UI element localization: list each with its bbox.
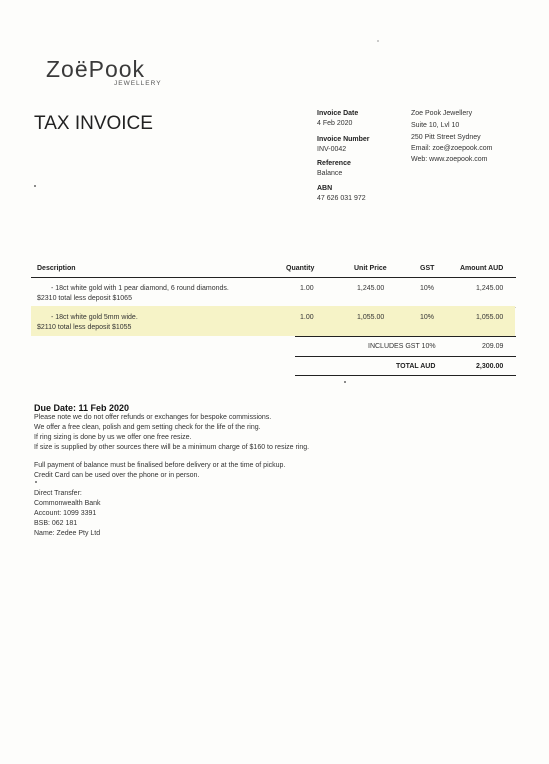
row-amount: 1,245.00 <box>476 285 504 292</box>
includes-gst-value: 209.09 <box>482 343 504 350</box>
invoice-date-label: Invoice Date <box>317 110 359 117</box>
invoice-number-label: Invoice Number <box>317 136 370 143</box>
invoice-date: 4 Feb 2020 <box>317 120 353 127</box>
bank-line: Name: Zedee Pty Ltd <box>34 530 101 537</box>
highlight-mark <box>31 306 515 336</box>
row-gst: 10% <box>420 285 435 292</box>
total-bottom-rule <box>295 375 516 376</box>
row-quantity: 1.00 <box>300 285 314 292</box>
company-logo-subtitle: JEWELLERY <box>114 80 162 87</box>
reference: Balance <box>317 170 343 177</box>
seller-address-line1: Suite 10, Lvl 10 <box>411 122 460 129</box>
row-quantity: 1.00 <box>300 314 314 321</box>
subtotal-rule <box>295 336 516 337</box>
total-value: 2,300.00 <box>476 363 504 370</box>
total-rule <box>295 356 516 357</box>
row-description: - 18ct white gold 5mm wide. <box>51 314 138 321</box>
col-header-amount: Amount AUD <box>460 265 504 272</box>
company-logo: ZoëPook <box>46 56 146 82</box>
row-description: - 18ct white gold with 1 pear diamond, 6 round diamonds. <box>51 285 229 292</box>
col-header-description: Description <box>37 265 76 272</box>
seller-name: Zoe Pook Jewellery <box>411 110 473 117</box>
seller-email: Email: zoe@zoepook.com <box>411 145 493 152</box>
row-gst: 10% <box>420 314 435 321</box>
note-line: We offer a free clean, polish and gem setting check for the life of the ring. <box>34 424 261 431</box>
bank-line: Commonwealth Bank <box>34 500 101 507</box>
seller-address-line2: 250 Pitt Street Sydney <box>411 134 481 141</box>
note-line: If size is supplied by other sources there will be a minimum charge of $160 to resize ring. <box>34 444 310 451</box>
includes-gst-label: INCLUDES GST 10% <box>368 343 436 350</box>
scan-speck <box>35 481 37 483</box>
document-title: TAX INVOICE <box>34 113 153 134</box>
col-header-quantity: Quantity <box>286 265 315 272</box>
row-unit-price: 1,245.00 <box>357 285 385 292</box>
seller-web: Web: www.zoepook.com <box>411 156 488 163</box>
note-line: Please note we do not offer refunds or exchanges for bespoke commissions. <box>34 414 272 421</box>
reference-label: Reference <box>317 160 351 167</box>
abn: 47 626 031 972 <box>317 195 366 202</box>
abn-label: ABN <box>317 185 333 192</box>
due-date: Due Date: 11 Feb 2020 <box>34 403 130 413</box>
row-amount: 1,055.00 <box>476 314 504 321</box>
col-header-gst: GST <box>420 265 435 272</box>
table-header-rule <box>31 277 516 278</box>
row-description-note: $2310 total less deposit $1065 <box>37 295 132 302</box>
bank-line: Account: 1099 3391 <box>34 510 97 517</box>
note-line: If ring sizing is done by us we offer one free resize. <box>34 434 192 441</box>
bank-line: BSB: 062 181 <box>34 520 78 527</box>
row-unit-price: 1,055.00 <box>357 314 385 321</box>
scan-speck <box>377 40 379 42</box>
row-description-note: $2110 total less deposit $1055 <box>37 324 132 331</box>
payment-note: Credit Card can be used over the phone or in person. <box>34 472 200 479</box>
bank-line: Direct Transfer: <box>34 490 82 497</box>
scan-speck <box>34 185 36 187</box>
payment-note: Full payment of balance must be finalised before delivery or at the time of pickup. <box>34 462 286 469</box>
invoice-number: INV-0042 <box>317 146 347 153</box>
scan-speck <box>344 381 346 383</box>
total-label: TOTAL AUD <box>396 363 436 370</box>
col-header-unit-price: Unit Price <box>354 265 387 272</box>
